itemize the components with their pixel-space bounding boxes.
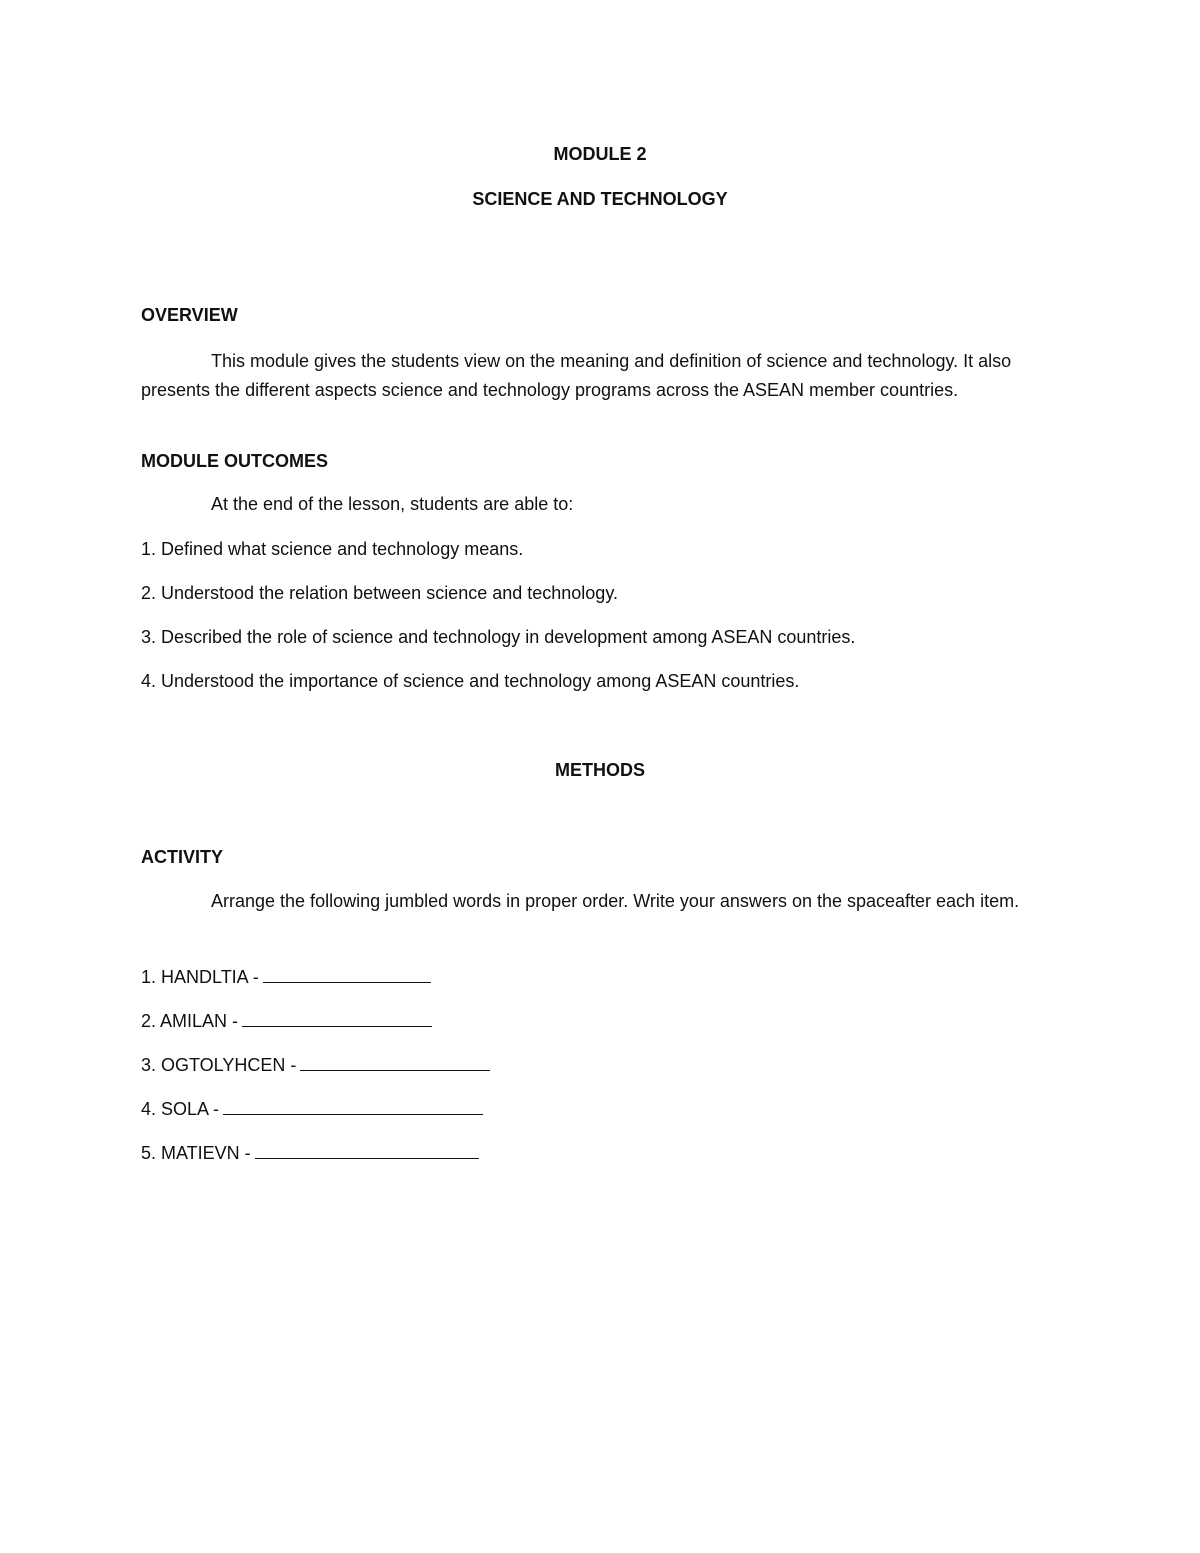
activity-item-5-label: 5. MATIEVN - bbox=[141, 1143, 251, 1163]
outcome-item-3: 3. Described the role of science and technology in development among ASEAN countries. bbox=[141, 627, 856, 647]
activity-item-2 bbox=[141, 1009, 432, 1032]
activity-item-1 bbox=[141, 965, 431, 988]
activity-item-4-label: 4. SOLA - bbox=[141, 1099, 220, 1119]
outcomes-heading: MODULE OUTCOMES bbox=[141, 451, 328, 471]
outcomes-intro: At the end of the lesson, students are able to: bbox=[211, 494, 574, 514]
activity-item-4 bbox=[141, 1097, 483, 1120]
answer-blank-3[interactable] bbox=[300, 1053, 490, 1071]
module-number: MODULE 2 bbox=[553, 144, 647, 164]
activity-item-5 bbox=[141, 1141, 479, 1164]
activity-heading: ACTIVITY bbox=[141, 847, 224, 867]
activity-instructions: Arrange the following jumbled words in proper order. Write your answers on the spaceafter each item. bbox=[211, 891, 1020, 911]
methods-heading: METHODS bbox=[555, 760, 645, 780]
overview-paragraph: This module gives the students view on the meaning and definition of science and technology. It also presents the different aspects science and technology programs across the ASEAN member countries. bbox=[141, 351, 1012, 400]
overview-heading: OVERVIEW bbox=[141, 305, 238, 325]
answer-blank-1[interactable] bbox=[263, 965, 431, 983]
outcome-item-1: 1. Defined what science and technology means. bbox=[141, 539, 524, 559]
activity-item-3-label: 3. OGTOLYHCEN - bbox=[141, 1055, 297, 1075]
activity-item-2-label: 2. AMILAN - bbox=[141, 1011, 239, 1031]
outcome-item-4: 4. Understood the importance of science and technology among ASEAN countries. bbox=[141, 671, 800, 691]
answer-blank-5[interactable] bbox=[255, 1141, 479, 1159]
module-title: SCIENCE AND TECHNOLOGY bbox=[472, 189, 728, 209]
answer-blank-4[interactable] bbox=[223, 1097, 483, 1115]
activity-item-3 bbox=[141, 1053, 490, 1076]
answer-blank-2[interactable] bbox=[242, 1009, 432, 1027]
outcome-item-2: 2. Understood the relation between science and technology. bbox=[141, 583, 618, 603]
activity-item-1-label: 1. HANDLTIA - bbox=[141, 967, 259, 987]
